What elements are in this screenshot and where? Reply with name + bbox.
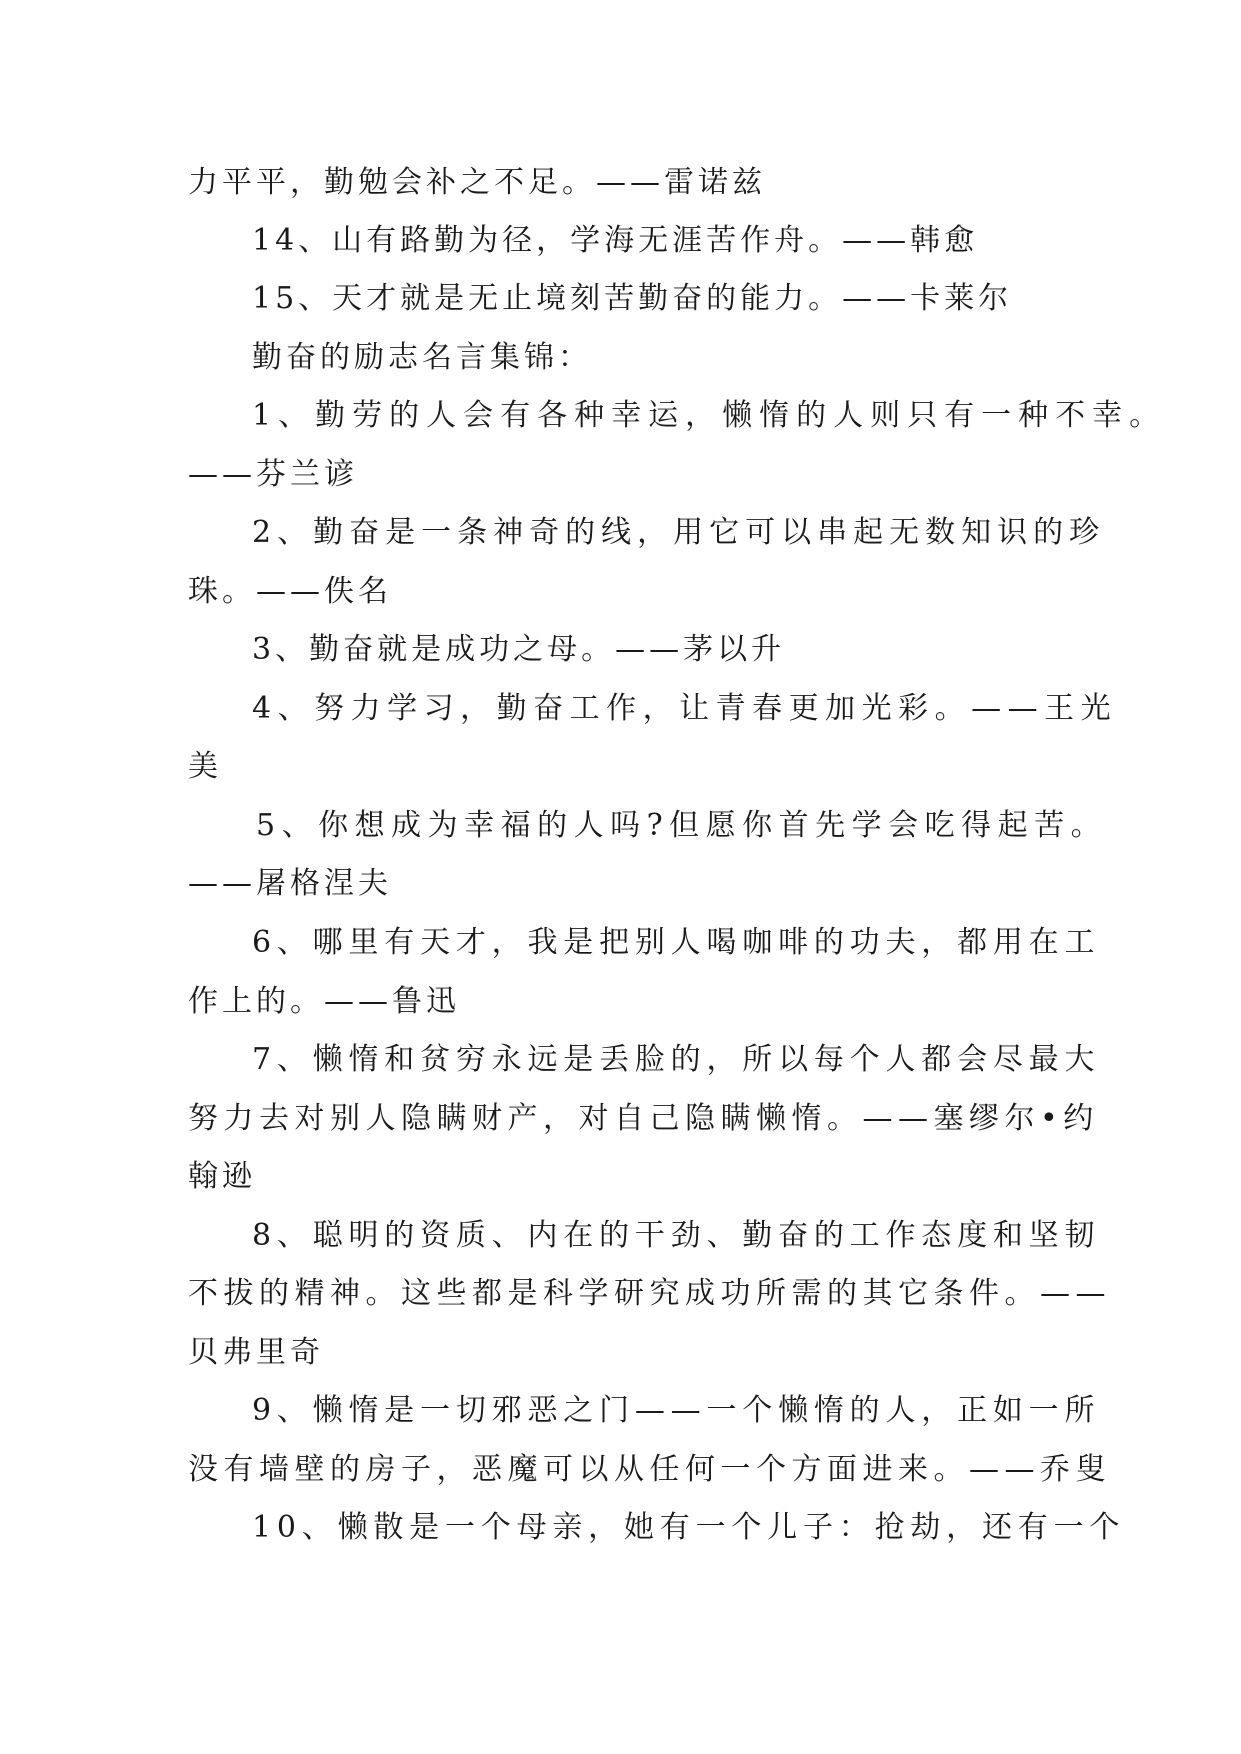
text-line: ——芬兰谚 [188,457,358,492]
text-line: 贝弗里奇 [188,1335,324,1370]
text-line: 1、勤劳的人会有各种幸运，懒惰的人则只有一种不幸。 [252,398,1167,433]
text-line: 8、聪明的资质、内在的干劲、勤奋的工作态度和坚韧 [252,1218,1101,1253]
text-line: 6、哪里有天才，我是把别人喝咖啡的功夫，都用在工 [252,925,1101,960]
text-line: 作上的。——鲁迅 [188,984,460,1019]
text-line: 不拔的精神。这些都是科学研究成功所需的其它条件。—— [188,1276,1111,1311]
text-line: 努力去对别人隐瞒财产，对自己隐瞒懒惰。——塞缪尔•约 [188,1101,1099,1136]
text-line: ——屠格涅夫 [188,866,392,901]
text-line: 9、懒惰是一切邪恶之门——一个懒惰的人，正如一所 [252,1393,1101,1428]
text-line: 4、努力学习，勤奋工作，让青春更加光彩。——王光 [252,691,1118,726]
text-line: 14、山有路勤为径，学海无涯苦作舟。——韩愈 [252,223,979,258]
text-line: 2、勤奋是一条神奇的线，用它可以串起无数知识的珍 [252,515,1106,550]
text-line: 翰逊 [188,1159,256,1194]
text-line: 美 [188,749,222,784]
text-line: 力平平，勤勉会补之不足。——雷诺兹 [188,165,766,200]
section-heading: 勤奋的励志名言集锦： [252,340,592,375]
text-line: 5、你想成为幸福的人吗?但愿你首先学会吃得起苦。 [256,808,1108,843]
text-line: 3、勤奋就是成功之母。——茅以升 [252,632,786,667]
text-line: 10、懒散是一个母亲，她有一个儿子：抢劫，还有一个 [252,1510,1126,1545]
text-line: 7、懒惰和贫穷永远是丢脸的，所以每个人都会尽最大 [252,1042,1101,1077]
text-line: 珠。——佚名 [188,574,392,609]
text-line: 15、天才就是无止境刻苦勤奋的能力。——卡莱尔 [252,281,1013,316]
text-line: 没有墙壁的房子，恶魔可以从任何一个方面进来。——乔叟 [188,1452,1111,1487]
